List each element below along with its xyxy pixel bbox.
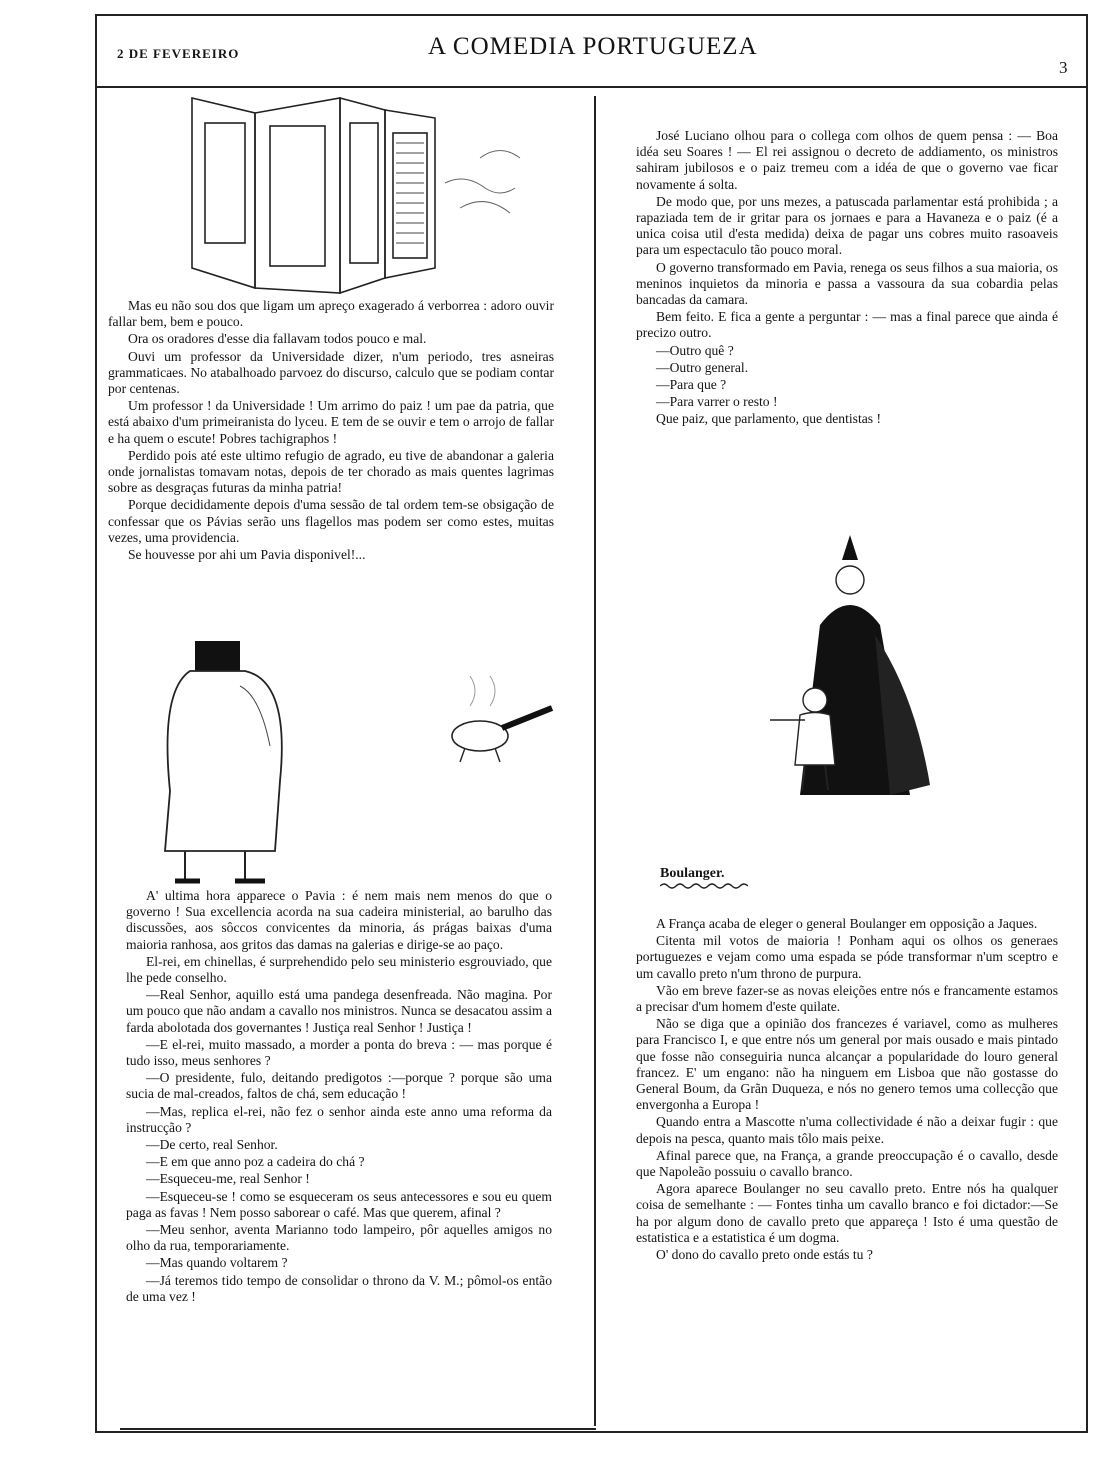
paragraph: O' dono do cavallo preto onde estás tu ? <box>656 1247 873 1263</box>
dialogue-line: —E em que anno poz a cadeira do chá ? <box>146 1154 365 1170</box>
right-column-text-upper <box>636 128 1058 429</box>
dialogue-line: —Outro quê ? <box>656 342 734 358</box>
paragraph: Citenta mil votos de maioria ! Ponham aqui os olhos os generaes portuguezes e vejam como uma espada se póde transformar n'um sceptro e um cavallo preto n'um throno de purpura. <box>636 933 1058 981</box>
dialogue-line: —Mas, replica el-rei, não fez o senhor ainda este anno uma reforma da instrucção ? <box>126 1103 552 1135</box>
paragraph: Agora aparece Boulanger no seu cavallo preto. Entre nós ha qualquer coisa de semelhante : — Fontes tinha um cavallo branco e foi dictador:—Se ha por algum dono de cavallo preto que appareça ! Isto é uma questão de estatistica e a estatistica é um dogma. <box>636 1181 1058 1245</box>
man-in-overcoat-illustration <box>150 636 590 896</box>
paragraph: José Luciano olhou para o collega com olhos de quem pensa : — Boa idéa seu Soares ! — El rei assignou o decreto de addiamento, os ministros sahiram jubilosos e o paiz tremeu com a idéa de que o governo vae ficar novamente á solta. <box>636 128 1058 192</box>
paragraph: Ora os oradores d'esse dia fallavam todos pouco e mal. <box>128 331 427 347</box>
paragraph: Bem feito. E fica a gente a perguntar : — mas a final parece que ainda é precizo outro. <box>636 309 1058 341</box>
dialogue-line: —De certo, real Senhor. <box>146 1137 278 1153</box>
heading-underline-ornament <box>660 882 748 890</box>
dialogue-line: —Real Senhor, aquillo está uma pandega desenfreada. Não magina. Por um pouco que não andam a cavallo nos ministros. Nunca se desacatou assim a farda abolotada dos governantes ! Justiça real Senhor ! Justiça ! <box>126 987 552 1035</box>
paragraph: Um professor ! da Universidade ! Um arrimo do paiz ! um pae da patria, que está abaixo d'um primeiranista do lyceu. E tem de se ouvir e tem o arrojo de fallar e ha quem o escute! Pobres tachigraphos ! <box>108 398 554 446</box>
dialogue-line: —Já teremos tido tempo de consolidar o throno da V. M.; pômol-os então de uma vez ! <box>126 1272 552 1304</box>
column-divider <box>594 96 596 1426</box>
paragraph: Afinal parece que, na França, a grande preoccupação é o cavallo, desde que Napoleão possuiu o cavallo branco. <box>636 1147 1058 1180</box>
paragraph: A' ultima hora apparece o Pavia : é nem mais nem menos do que o governo ! Sua excellencia acorda na sua cadeira ministerial, ao barulho das discussões, aos sôccos convicentes da minoria, ás prágas baixas d'uma maioria ranhosa, aos gritos das damas na galerias e dirige-se ao paço. <box>126 888 552 952</box>
paragraph: El-rei, em chinellas, é surprehendido pelo seu ministerio esgrouviado, que lhe pede conselho. <box>126 953 552 986</box>
dialogue-line: —Para que ? <box>656 377 727 393</box>
dialogue-line: —Esqueceu-se ! como se esqueceram os seus antecessores e sou eu quem paga as favas ! Nem posso saborear o café. Mas que querem, afinal ? <box>126 1188 552 1220</box>
paragraph: Mas eu não sou dos que ligam um apreço exagerado á verborrea : adoro ouvir fallar bem, bem e pouco. <box>108 298 554 330</box>
left-column-text-upper <box>108 298 554 564</box>
dialogue-line: —Esqueceu-me, real Senhor ! <box>146 1171 310 1187</box>
paragraph: O governo transformado em Pavia, renega os seus filhos a sua maioria, os meninos inquietos da minoria e passa a vassoura da sua cobardia pelas bancadas da camara. <box>636 259 1058 308</box>
paragraph: A França acaba de eleger o general Boulanger em opposição a Jaques. <box>656 916 1038 931</box>
paragraph: Não se diga que a opinião dos francezes é variavel, como as mulheres para Francisco I, e que entre nós um general por mais ousado e mais pintado que fosse não conseguiria nunca alcançar a popularidade do louro general francez. E' um engano: não ha ninguem em Lisboa que não gostasse do General Boum, da Grãn Duqueza, e nós no genero temos uma collecção que envergonha a Europa ! <box>636 1016 1058 1113</box>
dialogue-line: —O presidente, fulo, deitando predigotos :—porque ? porque são uma sucia de mal-creados, faltos de chá, sem educação ! <box>126 1070 552 1102</box>
issue-date: 2 DE FEVEREIRO <box>117 46 240 61</box>
paragraph: Porque decididamente depois d'uma sessão de tal ordem tem-se obsigação de confessar que os Pávias serão uns flagellos mas podem ser como estes, muitas vezes, uma providencia. <box>108 497 554 545</box>
dialogue-line: —E el-rei, muito massado, a morder a ponta do breva : — mas porque é tudo isso, meus senhores ? <box>126 1036 552 1069</box>
dialogue-line: —Outro general. <box>656 359 749 375</box>
paragraph: Vão em breve fazer-se as novas eleições entre nós e francamente estamos a precisar d'um homem d'este quilate. <box>636 982 1058 1015</box>
section-heading: Boulanger. <box>660 866 725 881</box>
paragraph: Ouvi um professor da Universidade dizer, n'um periodo, tres asneiras grammaticaes. No atabalhoado parvoez do discurso, calculo que se podiam contar por centenas. <box>108 348 554 397</box>
footer-rule <box>120 1428 596 1430</box>
paragraph: Quando entra a Mascotte n'uma collectividade é não a deixar fugir : que depois na pesca, quanto mais tôlo mais peixe. <box>636 1114 1058 1146</box>
dialogue-line: —Para varrer o resto ! <box>656 394 778 410</box>
paragraph: Se houvesse por ahi um Pavia disponivel!... <box>128 547 366 563</box>
masthead-title: A COMEDIA PORTUGUEZA <box>428 33 758 60</box>
paragraph: De modo que, por uns mezes, a patuscada parlamentar está prohibida ; a rapaziada tem de ir gritar para os jornaes e para a Havaneza e o paiz (é a unica coisa util d'esta medida) deixa de pagar uns cobres muito rasoaveis para um espectaculo tão pouco moral. <box>636 193 1058 258</box>
paragraph: Perdido pois até este ultimo refugio de agrado, eu tive de abandonar a galeria onde jornalistas tomavam notas, depois de ter chorado as mais quentes lagrimas sobre as desgraças futuras da minha patria! <box>108 447 554 496</box>
left-column-text-lower <box>126 888 552 1306</box>
dialogue-line: —Meu senhor, aventa Marianno todo lampeiro, pôr aquelles amigos no olho da rua, temporariamente. <box>126 1222 552 1254</box>
page-number: 3 <box>1059 58 1068 77</box>
paragraph: Que paiz, que parlamento, que dentistas ! <box>656 411 881 427</box>
right-column-text-lower <box>636 916 1058 1264</box>
woman-and-child-illustration <box>760 535 950 805</box>
folding-screen-illustration <box>180 88 580 308</box>
dialogue-line: —Mas quando voltarem ? <box>146 1255 288 1271</box>
